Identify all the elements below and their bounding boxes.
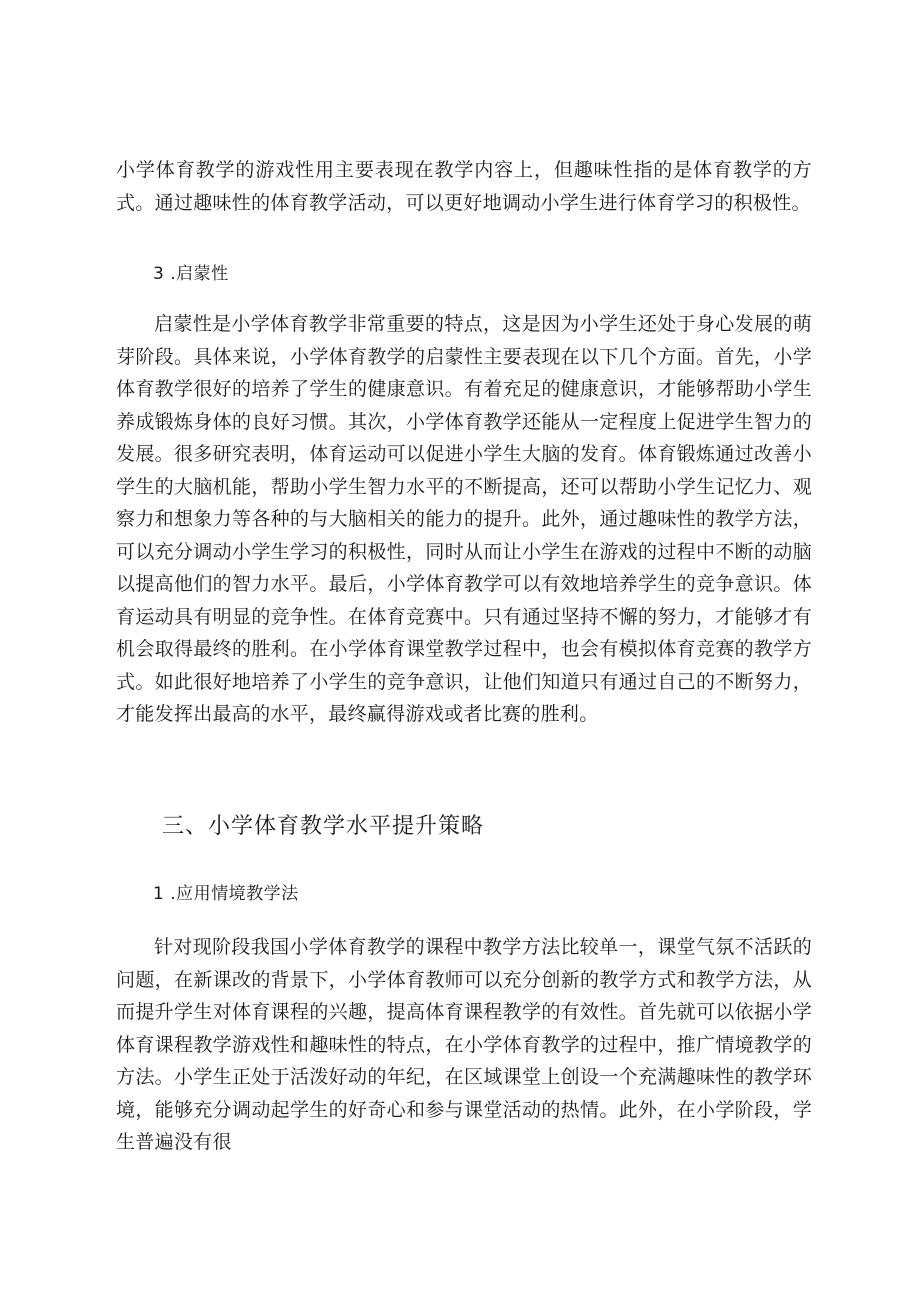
subheading-enlightenment: 3 .启蒙性 [153,264,229,284]
subheading-situational-teaching: 1 .应用情境教学法 [153,884,299,904]
paragraph-game-and-fun: 小学体育教学的游戏性用主要表现在教学内容上，但趣味性指的是体育教学的方式。通过趣味性的体育教学活动，可以更好地调动小学生进行体育学习的积极性。 [116,159,812,214]
paragraph-enlightenment: 启蒙性是小学体育教学非常重要的特点，这是因为小学生还处于身心发展的萌芽阶段。具体来说，小学体育教学的启蒙性主要表现在以下几个方面。首先，小学体育教学很好的培养了学生的健康意识。有着充足的健康意识，才能够帮助小学生养成锻炼身体的良好习惯。其次，小学体育教学还能从一定程度上促进学生智力的发展。很多研究表明，体育运动可以促进小学生大脑的发育。体育锻炼通过改善小学生的大脑机能，帮助小学生智力水平的不断提高，还可以帮助小学生记忆力、观察力和想象力等各种的与大脑相关的能力的提升。此外，通过趣味性的教学方法，可以充分调动小学生学习的积极性，同时从而让小学生在游戏的过程中不断的动脑以提高他们的智力水平。最后，小学体育教学可以有效地培养学生的竞争意识。体育运动具有明显的竞争性。在体育竞赛中。只有通过坚持不懈的努力，才能够才有机会取得最终的胜利。在小学体育课堂教学过程中，也会有模拟体育竞赛的教学方式。如此很好地培养了小学生的竞争意识，让他们知道只有通过自己的不断努力，才能发挥出最高的水平，最终赢得游戏或者比赛的胜利。 [116,313,812,725]
section-title-strategies: 三、小学体育教学水平提升策略 [162,814,485,839]
paragraph-situational-teaching: 针对现阶段我国小学体育教学的课程中教学方法比较单一，课堂气氛不活跃的问题，在新课改的背景下，小学体育教师可以充分创新的教学方式和教学方法，从而提升学生对体育课程的兴趣，提高体育课程教学的有效性。首先就可以依据小学体育课程教学游戏性和趣味性的特点，在小学体育教学的过程中，推广情境教学的方法。小学生正处于活泼好动的年纪，在区域课堂上创设一个充满趣味性的教学环境，能够充分调动起学生的好奇心和参与课堂活动的热情。此外，在小学阶段，学生普遍没有很 [116,936,812,1153]
